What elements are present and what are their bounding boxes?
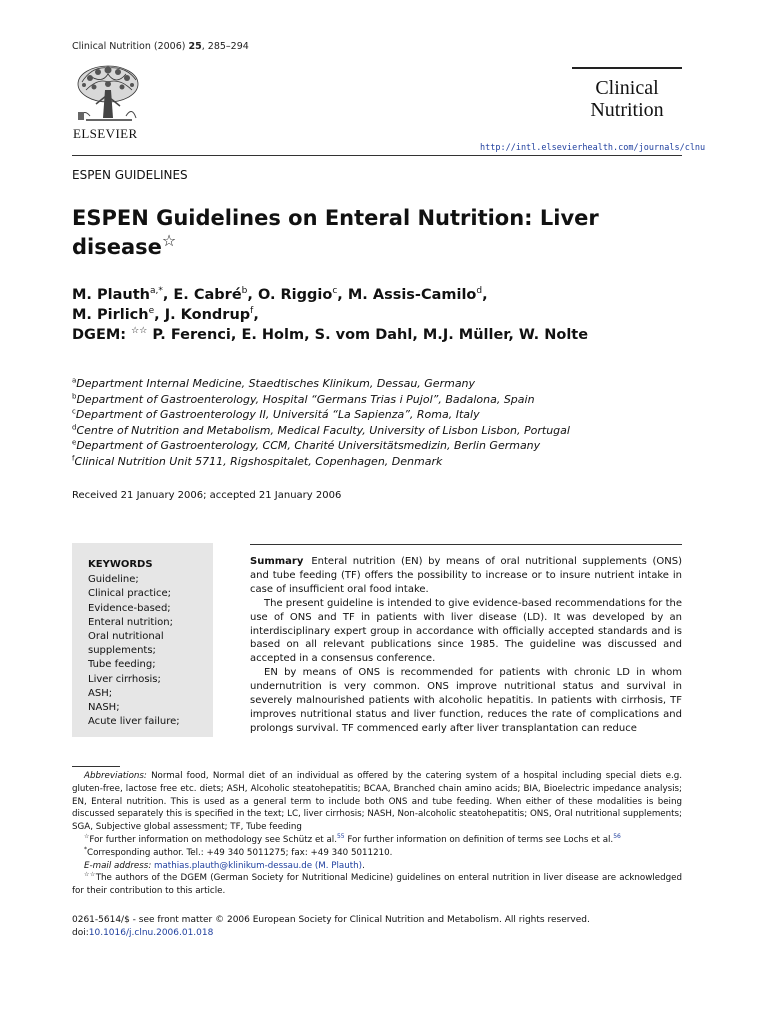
received-date: Received 21 January 2006; accepted 21 January 2006: [72, 490, 342, 501]
author-name[interactable]: J. Kondrup: [164, 307, 251, 323]
author-line-2: [72, 305, 682, 325]
dgem-author-names: P. Ferenci, E. Holm, S. vom Dahl, M.J. Müller, W. Nolte: [152, 327, 589, 343]
author-separator: ,: [162, 287, 174, 303]
keyword-item[interactable]: Enteral nutrition;: [88, 616, 173, 628]
doi-line: doi:10.1016/j.clnu.2006.01.018: [72, 928, 214, 938]
keyword-item[interactable]: Clinical practice;: [88, 588, 172, 600]
citation-journal: Clinical Nutrition (2006): [72, 41, 186, 52]
affiliation-text: Department of Gastroenterology, CCM, Charité Universitätsmedizin, Berlin Germany: [76, 439, 541, 453]
journal-logo-rule: [572, 67, 682, 69]
journal-url-link[interactable]: http://intl.elsevierhealth.com/journals/clnu: [480, 143, 706, 153]
dgem-prefix: DGEM:: [72, 327, 127, 343]
author-name[interactable]: M. Pirlich: [72, 307, 149, 323]
author-separator: ,: [482, 287, 488, 303]
abbrev-label: Abbreviations:: [84, 771, 147, 781]
author-name[interactable]: O. Riggio: [257, 287, 333, 303]
author-separator: ,: [337, 287, 348, 303]
title-footnote-star-icon[interactable]: ☆: [161, 231, 177, 250]
author-affiliation-sup[interactable]: e: [148, 306, 155, 317]
elsevier-tree-logo-icon: [72, 60, 144, 126]
keyword-item[interactable]: ASH;: [88, 687, 113, 699]
citation-volume: 25: [188, 41, 202, 52]
affiliation-item: [72, 376, 682, 392]
journal-citation: [72, 41, 249, 52]
keyword-item[interactable]: Tube feeding;: [88, 659, 156, 671]
copyright-line: 0261-5614/$ - see front matter © 2006 European Society for Clinical Nutrition and Metabolism. All rights reserved.: [72, 915, 590, 925]
author-affiliation-sup[interactable]: c: [332, 286, 338, 297]
footnote-star-1: ☆For further information on methodology see Schütz et al.$^{55}$ For further information on definition of terms see Lochs et al.$^{56}$: [84, 833, 621, 845]
summary-paragraph-2: The present guideline is intended to give evidence-based recommendations for the use of ONS and TF in patients with liver disease (LD). It was developed by an interdisciplinary expert group in accordance with officially accepted standards and is based on all relevant publications since 1985. The guideline was discussed and accepted in a consensus conference.: [250, 597, 682, 665]
affiliation-marker: b: [72, 391, 77, 400]
email-label: E-mail address:: [84, 860, 152, 871]
article-title-text: ESPEN Guidelines on Enteral Nutrition: Liver disease: [72, 206, 599, 259]
footnote-star-2: ☆☆The authors of the DGEM (German Society for Nutritional Medicine) guidelines on enteral nutrition in liver disease are acknowledged for their contribution to this article.: [72, 871, 682, 897]
author-list: [72, 285, 682, 345]
email-link[interactable]: mathias.plauth@klinikum-dessau.de (M. Plauth): [154, 860, 363, 871]
affiliation-marker: c: [72, 407, 76, 416]
publisher-logo-text: ELSEVIER: [73, 126, 138, 141]
summary-paragraph-3: EN by means of ONS is recommended for patients with chronic LD in whom undernutrition is very common. ONS improve nutritional status and survival in severely malnourished patients with alcoholic hepatitis. In patients with cirrhosis, TF improves nutritional status and liver function, reduces the rate of complications and prolongs survival. TF commenced early after liver transplantation can reduce: [250, 667, 682, 734]
summary-abstract: [250, 555, 682, 738]
keywords-box: [72, 543, 213, 737]
header-divider: [72, 155, 682, 156]
keywords-list: [88, 573, 213, 729]
ref-56-link[interactable]: 56: [613, 833, 621, 841]
affiliation-marker: d: [72, 423, 77, 432]
affiliation-item: [72, 438, 682, 454]
section-label: ESPEN GUIDELINES: [72, 168, 188, 182]
keyword-item[interactable]: Guideline;: [88, 574, 139, 586]
footnote-double-star-icon: ☆☆: [84, 871, 96, 879]
footnote-email: E-mail address: mathias.plauth@klinikum-dessau.de (M. Plauth).: [84, 860, 365, 871]
doi-link[interactable]: 10.1016/j.clnu.2006.01.018: [88, 928, 214, 938]
journal-logo: [572, 77, 682, 121]
citation-pages: , 285–294: [201, 41, 249, 52]
journal-name-line1: Clinical: [595, 77, 659, 99]
author-affiliation-sup[interactable]: f: [250, 306, 254, 317]
author-line-3: [72, 325, 682, 345]
keyword-item[interactable]: Evidence-based;: [88, 602, 171, 614]
affiliation-marker: e: [72, 438, 77, 447]
footnote-star-icon: ☆: [84, 833, 90, 841]
affiliation-item: [72, 407, 682, 423]
author-separator: ,: [253, 307, 259, 323]
affiliation-item: [72, 454, 682, 470]
journal-name-line2: Nutrition: [590, 99, 664, 121]
summary-lead: Summary: [250, 556, 304, 567]
affiliation-marker: a: [72, 376, 77, 385]
author-name[interactable]: M. Assis-Camilo: [347, 287, 477, 303]
footnote-divider: [72, 766, 120, 767]
summary-divider: [250, 544, 682, 545]
author-affiliation-sup[interactable]: a,*: [149, 286, 163, 297]
keyword-item[interactable]: Acute liver failure;: [88, 716, 180, 728]
affiliation-text: Clinical Nutrition Unit 5711, Rigshospitalet, Copenhagen, Denmark: [74, 454, 443, 468]
ref-55-link[interactable]: 55: [336, 833, 345, 841]
author-affiliation-sup[interactable]: b: [241, 286, 248, 297]
copyright-block: [72, 914, 682, 940]
affiliation-item: [72, 423, 682, 439]
affiliation-text: Department of Gastroenterology, Hospital “Germans Trias i Pujol”, Badalona, Spain: [76, 392, 535, 406]
author-separator: ,: [247, 287, 258, 303]
footnote-corresponding: *Corresponding author. Tel.: +49 340 5011275; fax: +49 340 5011210.: [84, 845, 393, 858]
author-name[interactable]: M. Plauth: [72, 287, 150, 303]
author-affiliation-sup[interactable]: d: [476, 286, 483, 297]
author-separator: ,: [154, 307, 165, 323]
keyword-item[interactable]: NASH;: [88, 702, 120, 714]
author-name[interactable]: E. Cabré: [173, 287, 242, 303]
footnote-abbreviations: Abbreviations: Normal food, Normal diet of an individual as offered by the catering system of a hospital including special diets e.g. gluten-free, lactose free etc. diets; ASH, Alcoholic steatohepatitis; BCAA, Branched chain amino acids; BIA, Bioelectric impedance analysis; EN, Enteral nutrition. This is used as a general term to include both ONS and tube feeding. When either of these modalities is being discussed separately this is specified in the text; LC, liver cirrhosis; NASH, Non-alcoholic steatohepatitis; ONS, Oral nutritional supplements; SGA, Subjective global assessment; TF, Tube feeding: [72, 771, 682, 833]
summary-paragraph-1: Summary Enteral nutrition (EN) by means of oral nutritional supplements (ONS) and tube feeding (TF) offers the possibility to increase or to insure nutrient intake in case of insufficient oral food intake.: [250, 556, 682, 595]
affiliation-item: [72, 392, 682, 408]
affiliation-text: Department of Gastroenterology II, Universitá “La Sapienza”, Roma, Italy: [75, 408, 480, 422]
article-title: [72, 204, 672, 262]
author-line-1: [72, 285, 682, 305]
affiliation-list: [72, 376, 682, 470]
keyword-item[interactable]: Liver cirrhosis;: [88, 673, 161, 685]
corresponding-mark: *: [84, 845, 87, 853]
footnotes: [72, 770, 682, 898]
affiliation-marker: f: [72, 454, 75, 463]
affiliation-text: Centre of Nutrition and Metabolism, Medical Faculty, University of Lisbon Lisbon, Portugal: [76, 423, 570, 437]
affiliation-text: Department Internal Medicine, Staedtisches Klinikum, Dessau, Germany: [76, 377, 476, 390]
keywords-title: KEYWORDS: [88, 559, 153, 570]
dgem-footnote-stars[interactable]: ☆☆: [131, 326, 148, 337]
keyword-item[interactable]: Oral nutritional supplements;: [88, 631, 164, 657]
